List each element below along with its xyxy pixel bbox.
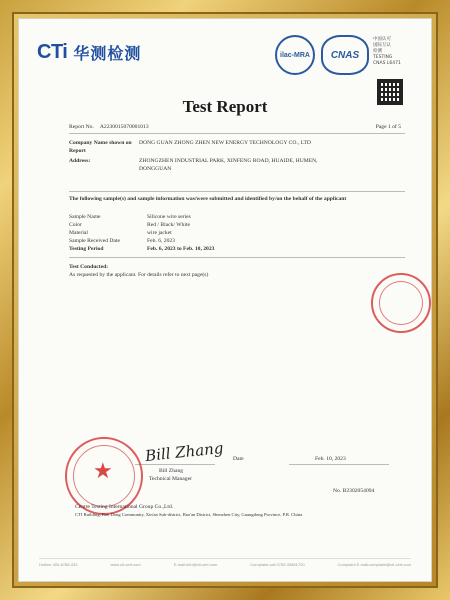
ilac-badge: ilac-MRA bbox=[275, 35, 315, 75]
footer-complaint-email: Complaint E-mail:complaint@cti-cert.com bbox=[337, 562, 411, 567]
color-row bbox=[69, 221, 190, 229]
signature-line bbox=[135, 464, 215, 465]
testing-row bbox=[69, 245, 214, 253]
test-conducted-value: As requested by the applicant. For details refer to next page(s) bbox=[69, 272, 209, 278]
cti-logo bbox=[37, 41, 141, 64]
divider bbox=[69, 191, 405, 192]
company-footer-line1: Centre Testing International Group Co.,Ltd. bbox=[75, 504, 174, 510]
received-label: Sample Received Date bbox=[69, 238, 120, 244]
divider bbox=[69, 257, 405, 258]
edge-stamp bbox=[371, 273, 431, 333]
test-conducted-label: Test Conducted: bbox=[69, 264, 109, 270]
accreditation-badges bbox=[275, 35, 369, 75]
footer-complaint: Complaint call 0755-33681700 bbox=[250, 562, 305, 567]
testing-label: Testing Period bbox=[69, 246, 104, 252]
footer-email: E-mail:info@cti-cert.com bbox=[173, 562, 218, 567]
report-ref: No. B2302054094 bbox=[333, 488, 375, 494]
sample-name-row bbox=[69, 213, 191, 221]
company-name-value: DONG GUAN ZHONG ZHEN NEW ENERGY TECHNOLOGY CO., LTD bbox=[139, 140, 311, 146]
report-no-row bbox=[69, 123, 149, 131]
color-value: Red / Black/ White bbox=[147, 222, 190, 228]
company-footer-line2: CTI Building, Bao Dong Community, Xin'an Sub-district, Bao'an District, Shenzhen City, Guangdong Province, P.R. China bbox=[75, 512, 303, 517]
signature: Bill Zhang bbox=[144, 438, 225, 466]
company-row bbox=[69, 139, 409, 155]
logo-cn-text: 华测检测 bbox=[73, 44, 142, 63]
received-value: Feb. 6, 2023 bbox=[147, 238, 175, 244]
address-row bbox=[69, 157, 409, 173]
cnas-badge: CNAS bbox=[321, 35, 369, 75]
sample-name-value: Silicone wire series bbox=[147, 214, 191, 220]
footer-web: www.cti-cert.com bbox=[110, 562, 141, 567]
divider bbox=[69, 133, 405, 134]
date-label: Date bbox=[233, 456, 244, 462]
footer-hotline: Hotline 400-6788-333 bbox=[39, 562, 78, 567]
star-icon: ★ bbox=[93, 459, 113, 484]
address-value: ZHONGZHEN INDUSTRIAL PARK, XINFENG ROAD, HUAIDE, HUMEN, DONGGUAN bbox=[139, 158, 318, 172]
material-value: wire jacket bbox=[147, 230, 172, 236]
intro-text: The following sample(s) and sample information was/were submitted and identified by/on the behalf of the applicant bbox=[69, 196, 347, 202]
signer-name: Bill Zhang bbox=[159, 468, 184, 474]
page-title: Test Report bbox=[182, 97, 268, 116]
stamp-ring bbox=[379, 281, 423, 325]
received-row bbox=[69, 237, 175, 245]
material-row bbox=[69, 229, 172, 237]
testing-value: Feb. 6, 2023 to Feb. 10, 2023 bbox=[147, 246, 215, 252]
report-no-value: A2230015070001013 bbox=[99, 124, 149, 130]
color-label: Color bbox=[69, 222, 82, 228]
company-name-label: Company Name shown on Report bbox=[69, 140, 132, 154]
address-label: Address: bbox=[69, 158, 91, 164]
frame-inner bbox=[12, 12, 438, 588]
page-info: Page 1 of 5 bbox=[375, 124, 401, 130]
cnas-caption: 中国认可 国际互认 检测 TESTING CNAS L6471 bbox=[373, 37, 401, 66]
material-label: Material bbox=[69, 230, 88, 236]
signer-role: Technical Manager bbox=[149, 476, 192, 482]
certificate-paper bbox=[18, 18, 432, 582]
logo-cti-text: CTi bbox=[37, 41, 68, 63]
page-footer bbox=[39, 558, 411, 567]
report-no-label: Report No. bbox=[69, 124, 94, 130]
date-line bbox=[289, 464, 389, 465]
date-value: Feb. 10, 2023 bbox=[315, 456, 346, 462]
sample-name-label: Sample Name bbox=[69, 214, 101, 220]
